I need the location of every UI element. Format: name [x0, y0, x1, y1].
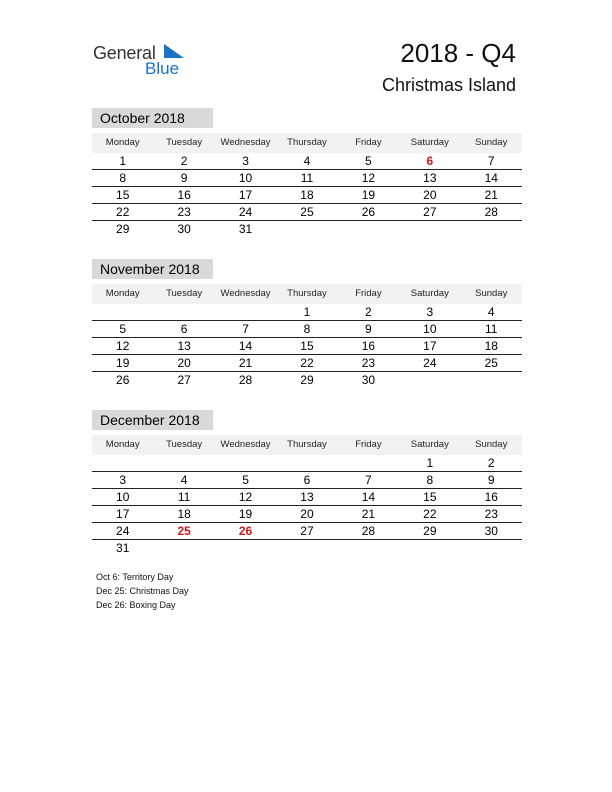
logo-general-text: General [93, 43, 156, 63]
month-block [92, 259, 522, 388]
weekday-label: Wednesday [220, 439, 271, 450]
day-cell: 26 [361, 205, 376, 219]
day-cell: 12 [116, 339, 130, 353]
weekday-label: Wednesday [220, 288, 271, 299]
day-cell [399, 221, 460, 237]
day-cell: 2 [180, 154, 188, 168]
day-cell: 14 [484, 171, 498, 185]
day-cell [215, 540, 276, 556]
day-cell: 22 [116, 205, 130, 219]
day-cell: 20 [177, 356, 191, 370]
week-row [92, 338, 522, 355]
weekday-label: Wednesday [220, 137, 271, 148]
weekday-label: Thursday [287, 439, 327, 450]
day-cell: 17 [423, 339, 437, 353]
weekday-label: Saturday [410, 137, 449, 148]
week-row [92, 472, 522, 489]
day-cell: 29 [423, 524, 437, 538]
day-cell: 4 [303, 154, 311, 168]
day-cell [153, 540, 214, 556]
week-row [92, 187, 522, 204]
day-cell: 17 [116, 507, 130, 521]
week-row [92, 304, 522, 321]
week-row [92, 170, 522, 187]
day-cell: 6 [303, 473, 311, 487]
month-block [92, 410, 522, 556]
weekday-label: Sunday [475, 439, 508, 450]
week-row [92, 221, 522, 237]
day-cell: 24 [116, 524, 130, 538]
day-cell: 28 [238, 373, 253, 387]
day-cell: 30 [361, 373, 376, 387]
day-cell: 12 [238, 490, 253, 504]
day-cell: 27 [177, 373, 191, 387]
day-cell: 1 [119, 154, 127, 168]
holiday-notes [96, 570, 189, 612]
day-cell: 29 [300, 373, 314, 387]
weekday-label: Saturday [410, 288, 449, 299]
day-cell: 28 [361, 524, 376, 538]
day-cell: 15 [423, 490, 437, 504]
day-cell: 18 [484, 339, 498, 353]
day-cell: 22 [300, 356, 314, 370]
day-cell: 30 [484, 524, 498, 538]
day-cell: 10 [238, 171, 253, 185]
weekday-label: Friday [355, 288, 382, 299]
day-cell: 28 [484, 205, 498, 219]
day-cell: 10 [116, 490, 130, 504]
day-cell: 15 [116, 188, 130, 202]
week-row [92, 455, 522, 472]
day-cell: 4 [180, 473, 188, 487]
day-cell: 11 [300, 171, 314, 185]
day-cell: 1 [303, 305, 311, 319]
day-cell: 25 [177, 524, 191, 538]
day-cell [215, 455, 276, 471]
weekday-label: Monday [105, 137, 140, 148]
day-cell: 8 [426, 473, 434, 487]
week-row [92, 489, 522, 506]
day-cell: 10 [423, 322, 437, 336]
day-cell: 19 [116, 356, 130, 370]
day-cell: 8 [119, 171, 127, 185]
week-row [92, 355, 522, 372]
holiday-note: Oct 6: Territory Day [96, 572, 174, 582]
day-cell: 5 [365, 154, 372, 168]
day-cell: 16 [361, 339, 376, 353]
day-cell: 18 [300, 188, 314, 202]
logo-flag-icon [162, 44, 184, 60]
day-cell: 16 [177, 188, 191, 202]
week-row [92, 321, 522, 338]
logo-blue-text: Blue [145, 59, 180, 78]
day-cell [276, 540, 337, 556]
weekday-label: Thursday [287, 288, 327, 299]
day-cell [461, 540, 522, 556]
day-cell: 2 [365, 305, 372, 319]
day-cell: 4 [487, 305, 495, 319]
day-cell: 30 [177, 222, 191, 236]
day-cell: 12 [361, 171, 376, 185]
day-cell: 3 [242, 154, 249, 168]
day-cell [338, 455, 399, 471]
day-cell: 11 [485, 322, 498, 336]
day-cell: 21 [361, 507, 376, 521]
day-cell: 14 [361, 490, 376, 504]
weekday-label: Tuesday [166, 288, 203, 299]
day-cell: 13 [177, 339, 191, 353]
day-cell: 7 [487, 154, 495, 168]
week-row [92, 153, 522, 170]
week-row [92, 540, 522, 556]
day-cell [338, 221, 399, 237]
day-cell: 2 [487, 456, 495, 470]
day-cell [153, 455, 214, 471]
weekday-label: Friday [355, 137, 382, 148]
day-cell [461, 221, 522, 237]
day-cell: 29 [116, 222, 130, 236]
day-cell: 24 [238, 205, 253, 219]
weekday-label: Sunday [475, 137, 508, 148]
day-cell: 19 [238, 507, 253, 521]
weekday-header-row [92, 133, 522, 153]
day-cell: 27 [423, 205, 437, 219]
day-cell: 22 [423, 507, 437, 521]
day-cell: 19 [361, 188, 376, 202]
day-cell: 15 [300, 339, 314, 353]
day-cell: 3 [426, 305, 434, 319]
weekday-label: Thursday [287, 137, 327, 148]
day-cell: 25 [484, 356, 498, 370]
day-cell: 27 [300, 524, 314, 538]
weekday-label: Saturday [410, 439, 449, 450]
day-cell [92, 304, 153, 320]
day-cell: 5 [119, 322, 127, 336]
day-cell [92, 455, 153, 471]
holiday-note: Dec 26: Boxing Day [96, 600, 176, 610]
day-cell: 24 [423, 356, 437, 370]
month-title: December 2018 [92, 410, 213, 430]
day-cell: 7 [242, 322, 249, 336]
day-cell: 31 [238, 222, 253, 236]
page-subtitle: Christmas Island [381, 75, 516, 95]
day-cell: 17 [238, 188, 253, 202]
day-cell [215, 304, 276, 320]
weekday-label: Tuesday [166, 439, 203, 450]
day-cell: 23 [177, 205, 191, 219]
day-cell: 16 [484, 490, 498, 504]
day-cell: 9 [365, 322, 372, 336]
day-cell: 25 [300, 205, 314, 219]
day-cell: 9 [487, 473, 495, 487]
weekday-label: Monday [105, 439, 140, 450]
day-cell [399, 540, 460, 556]
weekday-label: Tuesday [166, 137, 203, 148]
holiday-note: Dec 25: Christmas Day [96, 586, 189, 596]
day-cell: 13 [300, 490, 314, 504]
day-cell [338, 540, 399, 556]
day-cell: 23 [361, 356, 376, 370]
day-cell: 21 [238, 356, 253, 370]
week-row [92, 204, 522, 221]
day-cell: 1 [426, 456, 434, 470]
day-cell: 20 [300, 507, 314, 521]
day-cell: 7 [365, 473, 372, 487]
day-cell [276, 455, 337, 471]
day-cell: 3 [119, 473, 127, 487]
day-cell: 6 [180, 322, 188, 336]
day-cell: 23 [484, 507, 498, 521]
month-block [92, 108, 522, 237]
week-row [92, 506, 522, 523]
weekday-header-row [92, 284, 522, 304]
month-title: November 2018 [92, 259, 213, 279]
week-row [92, 372, 522, 388]
day-cell: 11 [177, 490, 191, 504]
day-cell: 8 [303, 322, 311, 336]
week-row [92, 523, 522, 540]
day-cell: 20 [423, 188, 437, 202]
day-cell: 13 [423, 171, 437, 185]
day-cell: 14 [238, 339, 253, 353]
day-cell: 5 [242, 473, 249, 487]
weekday-label: Sunday [475, 288, 508, 299]
day-cell [276, 221, 337, 237]
day-cell: 18 [177, 507, 191, 521]
weekday-label: Monday [105, 288, 140, 299]
day-cell: 26 [238, 524, 253, 538]
page-title: 2018 - Q4 [400, 38, 516, 68]
logo [93, 40, 193, 80]
month-title: October 2018 [92, 108, 213, 128]
weekday-label: Friday [355, 439, 382, 450]
day-cell: 6 [426, 154, 434, 168]
day-cell [461, 372, 522, 388]
day-cell [153, 304, 214, 320]
day-cell: 31 [116, 541, 130, 555]
day-cell: 26 [116, 373, 130, 387]
day-cell [399, 372, 460, 388]
day-cell: 21 [484, 188, 498, 202]
day-cell: 9 [180, 171, 188, 185]
weekday-header-row [92, 435, 522, 455]
